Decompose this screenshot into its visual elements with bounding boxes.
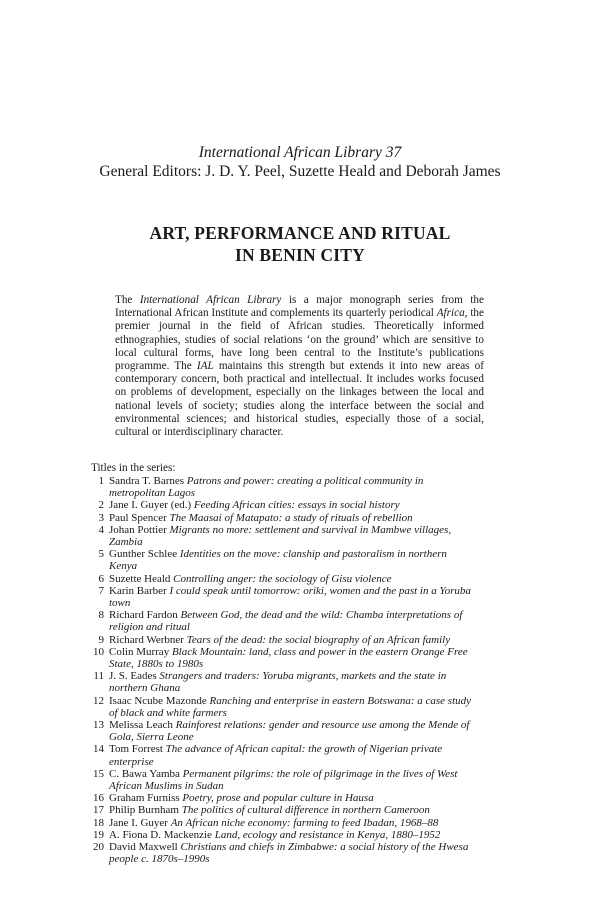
- title-work: Rainforest relations: gender and resource use among the Mende of Gola, Sierra Leone: [109, 719, 470, 744]
- title-work: Feeding African cities: essays in social history: [193, 499, 400, 512]
- title-work: An African niche economy: farming to feed Ibadan, 1968–88: [170, 816, 439, 829]
- title-author: J. S. Eades: [109, 670, 157, 683]
- title-author: Jane I. Guyer (ed.): [109, 499, 192, 512]
- title-author: Philip Burnham: [109, 804, 179, 817]
- title-work: Between God, the dead and the wild: Chamba interpretations of religion and ritual: [109, 609, 463, 634]
- title-number: 1: [98, 475, 104, 487]
- title-work: Controlling anger: the sociology of Gisu violence: [173, 572, 392, 585]
- title-author: Jane I. Guyer: [109, 816, 168, 829]
- title-work: Land, ecology and resistance in Kenya, 1880–1952: [214, 828, 441, 841]
- titles-list: [91, 475, 471, 866]
- title-number: 18: [93, 816, 104, 829]
- title-author: Isaac Ncube Mazonde: [109, 694, 207, 707]
- title-entry: [91, 670, 471, 694]
- title-author: Melissa Leach: [109, 719, 173, 732]
- title-work: The Maasai of Matapato: a study of rituals of rebellion: [169, 511, 413, 524]
- title-entry: [91, 646, 471, 670]
- title-entry: [91, 499, 471, 511]
- book-title-line-1: ART, PERFORMANCE AND RITUAL: [149, 223, 451, 243]
- description-text: is a major monograph series from the International African Institute and complements its quarterly periodical: [115, 294, 484, 320]
- title-entry: [91, 804, 471, 816]
- title-entry: [91, 695, 471, 719]
- title-number: 10: [93, 645, 104, 658]
- title-entry: [91, 743, 471, 767]
- title-number: 15: [93, 767, 104, 780]
- title-work: The advance of African capital: the growth of Nigerian private enterprise: [109, 743, 443, 768]
- title-work: Patrons and power: creating a political community in metropolitan Lagos: [109, 475, 424, 500]
- title-entry: [91, 719, 471, 743]
- description-emphasis: International African Library: [139, 294, 282, 306]
- title-number: 3: [98, 511, 104, 524]
- title-entry: [91, 841, 471, 865]
- description-text: maintains this strength but extends it into new areas of contemporary concern, both practical and intellectual. It includes works focused on problems of development, especially on the linkages between the local and national levels of society; studies along the interface between the social and environmental sciences; and historical studies, especially those of a social, cultural or interdisciplinary character.: [115, 360, 485, 439]
- title-entry: [91, 512, 471, 524]
- title-work: Strangers and traders: Yoruba migrants, markets and the state in northern Ghana: [109, 670, 447, 695]
- title-work: Tears of the dead: the social biography of an African family: [186, 633, 451, 646]
- title-entry: [91, 609, 471, 633]
- description-text: The: [115, 294, 140, 306]
- title-number: 20: [93, 841, 104, 854]
- title-number: 9: [98, 633, 104, 646]
- title-number: 16: [93, 792, 104, 805]
- title-entry: [91, 548, 471, 572]
- title-author: Paul Spencer: [109, 511, 167, 524]
- title-number: 2: [98, 499, 104, 512]
- title-work: Poetry, prose and popular culture in Hausa: [182, 792, 374, 805]
- title-entry: [91, 634, 471, 646]
- title-entry: [91, 829, 471, 841]
- description-text: the premier journal in the field of African studies. Theoretically informed ethnographies, studies of social relations ‘on the ground’ which are sensitive to local cultural forms, have long been central to the Institute’s publications programme. The: [115, 307, 484, 373]
- description-emphasis: Africa,: [436, 307, 468, 320]
- title-number: 12: [93, 694, 104, 707]
- title-author: A. Fiona D. Mackenzie: [109, 828, 212, 841]
- title-entry: [91, 585, 471, 609]
- title-number: 11: [93, 670, 104, 683]
- title-number: 7: [98, 584, 104, 597]
- title-number: 4: [98, 523, 104, 536]
- title-author: Johan Pottier: [109, 523, 167, 536]
- title-work: I could speak until tomorrow: oriki, women and the past in a Yoruba town: [109, 584, 471, 610]
- title-number: 6: [98, 572, 104, 585]
- title-author: Colin Murray: [109, 645, 170, 658]
- title-entry: [91, 475, 471, 499]
- title-author: C. Bawa Yamba: [109, 767, 180, 780]
- title-author: Richard Werbner: [109, 633, 184, 646]
- series-editors: General Editors: J. D. Y. Peel, Suzette Heald and Deborah James: [99, 163, 501, 180]
- title-entry: [91, 792, 471, 804]
- title-number: 14: [93, 743, 104, 756]
- title-author: David Maxwell: [109, 841, 178, 854]
- title-author: Richard Fardon: [109, 609, 178, 622]
- title-work: Identities on the move: clanship and pastoralism in northern Kenya: [109, 548, 447, 573]
- title-number: 13: [93, 719, 104, 732]
- title-number: 17: [93, 804, 104, 817]
- title-entry: [91, 524, 471, 548]
- series-description: [115, 294, 484, 439]
- title-work: The politics of cultural difference in northern Cameroon: [181, 804, 430, 817]
- title-author: Karin Barber: [109, 584, 167, 597]
- series-name: International African Library 37: [198, 144, 402, 161]
- title-work: Black Mountain: land, class and power in the eastern Orange Free State, 1880s to 1980s: [109, 645, 468, 671]
- title-entry: [91, 573, 471, 585]
- book-title: [0, 222, 600, 266]
- title-author: Tom Forrest: [109, 743, 163, 756]
- title-author: Graham Furniss: [109, 792, 180, 805]
- title-author: Sandra T. Barnes: [109, 475, 185, 487]
- title-entry: [91, 768, 471, 792]
- description-emphasis: IAL: [196, 360, 214, 373]
- title-work: Christians and chiefs in Zimbabwe: a social history of the Hwesa people c. 1870s–1990s: [109, 841, 469, 866]
- title-work: Ranching and enterprise in eastern Botswana: a case study of black and white farmers: [109, 694, 472, 719]
- title-number: 8: [98, 609, 104, 622]
- title-number: 5: [98, 548, 104, 561]
- title-work: Migrants no more: settlement and survival in Mambwe villages, Zambia: [109, 523, 452, 549]
- title-author: Gunther Schlee: [109, 548, 178, 561]
- title-number: 19: [93, 828, 104, 841]
- title-author: Suzette Heald: [109, 572, 171, 585]
- title-work: Permanent pilgrims: the role of pilgrimage in the lives of West African Muslims in Sudan: [109, 767, 458, 793]
- series-header: [0, 143, 600, 181]
- title-entry: [91, 817, 471, 829]
- book-title-line-2: IN BENIN CITY: [235, 245, 365, 265]
- titles-intro: Titles in the series:: [91, 462, 176, 474]
